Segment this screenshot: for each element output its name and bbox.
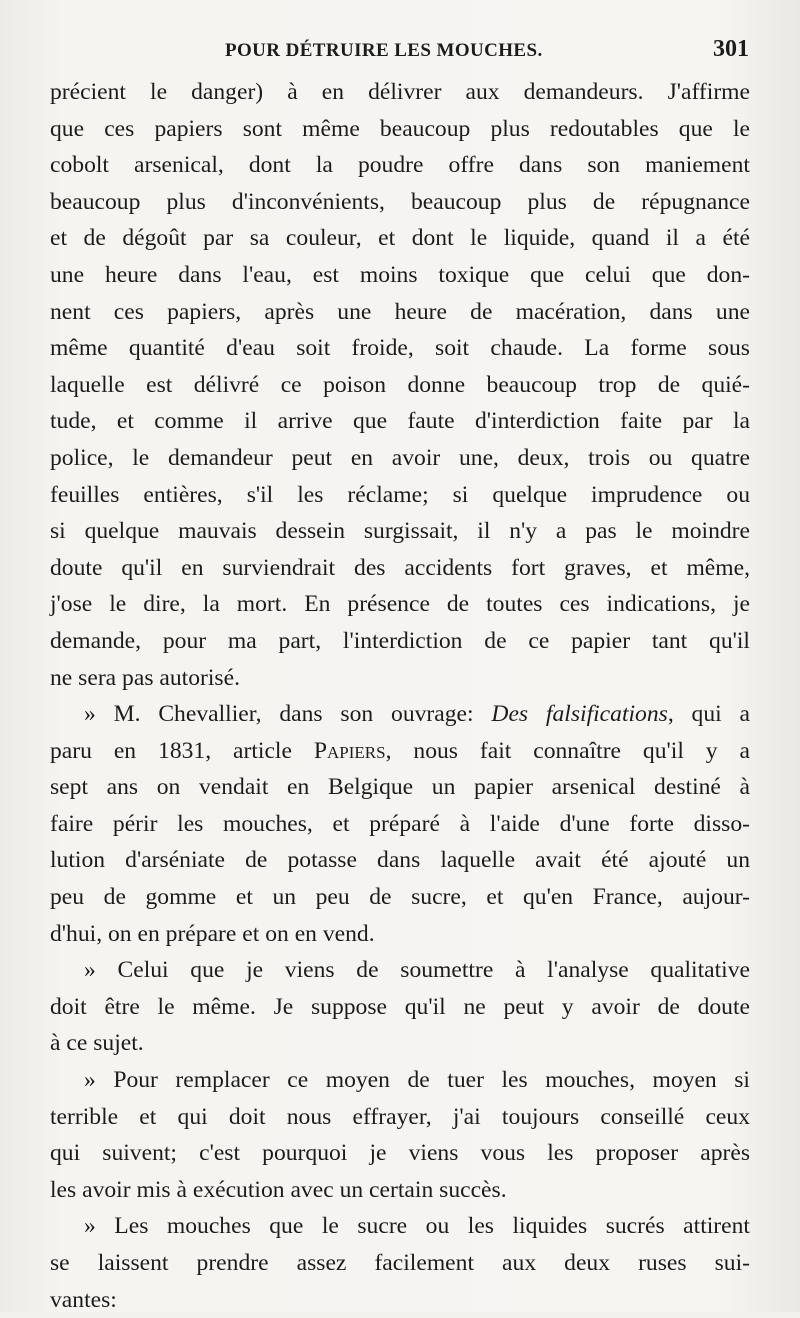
text-line: [50, 733, 750, 770]
text-line: » Les mouches que le sucre ou les liquides sucrés attirent: [84, 1213, 750, 1240]
text-line: ne sera pas autorisé.: [50, 664, 240, 691]
page-header: [50, 36, 755, 76]
text-line: » Celui que je viens de soumettre à l'analyse qualitative: [84, 957, 750, 984]
text-line: beaucoup plus d'inconvénients, beaucoup plus de répugnance: [50, 188, 750, 215]
text-line: tude, et comme il arrive que faute d'interdiction faite par la: [50, 408, 750, 435]
article-title: Papiers: [313, 737, 386, 764]
text-line: et de dégoût par sa couleur, et dont le liquide, quand il a été: [50, 225, 750, 252]
text-line: si quelque mauvais dessein surgissait, il n'y a pas le moindre: [50, 518, 750, 545]
text-line: cobolt arsenical, dont la poudre offre dans son maniement: [50, 152, 750, 179]
text-line: que ces papiers sont même beaucoup plus redoutables que le: [50, 115, 750, 142]
text-line: police, le demandeur peut en avoir une, deux, trois ou quatre: [50, 444, 750, 471]
text-line: lution d'arséniate de potasse dans laquelle avait été ajouté un: [50, 847, 750, 874]
body-text: [50, 74, 750, 1318]
text-line: sept ans on vendait en Belgique un papier arsenical destiné à: [50, 774, 750, 801]
text-run: , nous fait connaître qu'il y a: [385, 737, 750, 764]
text-line: » Pour remplacer ce moyen de tuer les mouches, moyen si: [84, 1067, 750, 1094]
book-title: Des falsifications: [491, 701, 668, 728]
text-line: terrible et qui doit nous effrayer, j'ai toujours conseillé ceux: [50, 1103, 750, 1130]
text-line: faire périr les mouches, et préparé à l'aide d'une forte disso-: [50, 810, 750, 837]
running-title: POUR DÉTRUIRE LES MOUCHES.: [225, 40, 543, 61]
text-line: qui suivent; c'est pourquoi je viens vous les proposer après: [50, 1140, 750, 1167]
text-line: [50, 696, 750, 733]
page-number: 301: [713, 36, 749, 62]
text-line: doute qu'il en surviendrait des accidents fort graves, et même,: [50, 554, 750, 581]
text-line: demande, pour ma part, l'interdiction de ce papier tant qu'il: [50, 627, 750, 654]
text-line: j'ose le dire, la mort. En présence de toutes ces indications, je: [50, 591, 750, 618]
text-run: paru en 1831, article: [50, 737, 292, 764]
text-line: d'hui, on en prépare et on en vend.: [50, 920, 375, 947]
text-line: vantes:: [50, 1286, 117, 1313]
text-line: nent ces papiers, après une heure de macération, dans une: [50, 298, 750, 325]
text-line: se laissent prendre assez facilement aux deux ruses sui-: [50, 1250, 750, 1276]
text-line: même quantité d'eau soit froide, soit chaude. La forme sous: [50, 335, 750, 362]
text-line: peu de gomme et un peu de sucre, et qu'en France, aujour-: [50, 884, 750, 911]
text-line: doit être le même. Je suppose qu'il ne peut y avoir de doute: [50, 993, 750, 1020]
text-line: laquelle est délivré ce poison donne beaucoup trop de quié-: [50, 371, 750, 398]
text-line: les avoir mis à exécution avec un certain succès.: [50, 1176, 507, 1203]
text-run: » M. Chevallier, dans son ouvrage:: [84, 701, 474, 728]
text-run: , qui a: [667, 701, 750, 728]
text-line: une heure dans l'eau, est moins toxique que celui que don-: [50, 261, 750, 288]
text-line: feuilles entières, s'il les réclame; si quelque imprudence ou: [50, 481, 750, 508]
text-line: précient le danger) à en délivrer aux demandeurs. J'affirme: [50, 79, 750, 105]
text-line: à ce sujet.: [50, 1030, 144, 1057]
